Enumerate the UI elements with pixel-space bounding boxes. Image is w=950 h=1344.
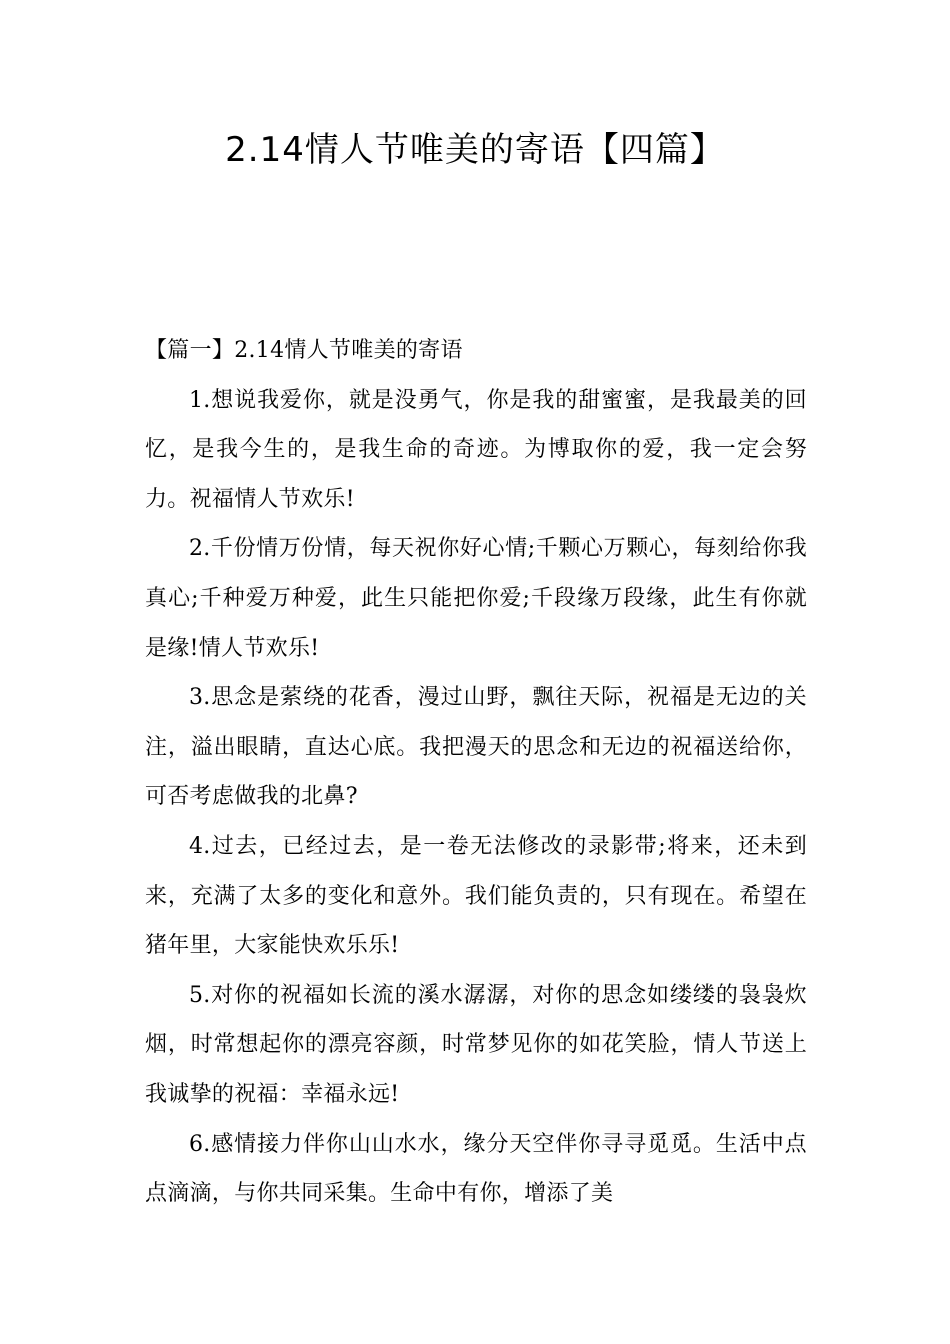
- document-title: 2.14情人节唯美的寄语【四篇】: [225, 130, 725, 170]
- section-heading: 【篇一】2.14情人节唯美的寄语: [145, 338, 463, 363]
- paragraph-5: 5.对你的祝福如长流的溪水潺潺，对你的思念如缕缕的袅袅炊烟，时常想起你的漂亮容颜，时常梦见你的如花笑脸，情人节送上我诚挚的祝福：幸福永远!: [145, 982, 807, 1107]
- paragraph-2: 2.千份情万份情，每天祝你好心情;千颗心万颗心，每刻给你我真心;千种爱万种爱，此生只能把你爱;千段缘万段缘，此生有你就是缘!情人节欢乐!: [145, 536, 807, 661]
- paragraph-6: 6.感情接力伴你山山水水，缘分天空伴你寻寻觅觅。生活中点点滴滴，与你共同采集。生命中有你，增添了美: [145, 1131, 807, 1207]
- document-body: [145, 326, 807, 1219]
- paragraph-4: 4.过去，已经过去，是一卷无法修改的录影带;将来，还未到来，充满了太多的变化和意外。我们能负责的，只有现在。希望在猪年里，大家能快欢乐乐!: [145, 833, 807, 959]
- paragraph-1: 1.想说我爱你，就是没勇气，你是我的甜蜜蜜，是我最美的回忆，是我今生的，是我生命的奇迹。为博取你的爱，我一定会努力。祝福情人节欢乐!: [145, 387, 807, 512]
- paragraph-3: 3.思念是萦绕的花香，漫过山野，飘往天际，祝福是无边的关注，溢出眼睛，直达心底。我把漫天的思念和无边的祝福送给你，可否考虑做我的北鼻?: [145, 685, 807, 810]
